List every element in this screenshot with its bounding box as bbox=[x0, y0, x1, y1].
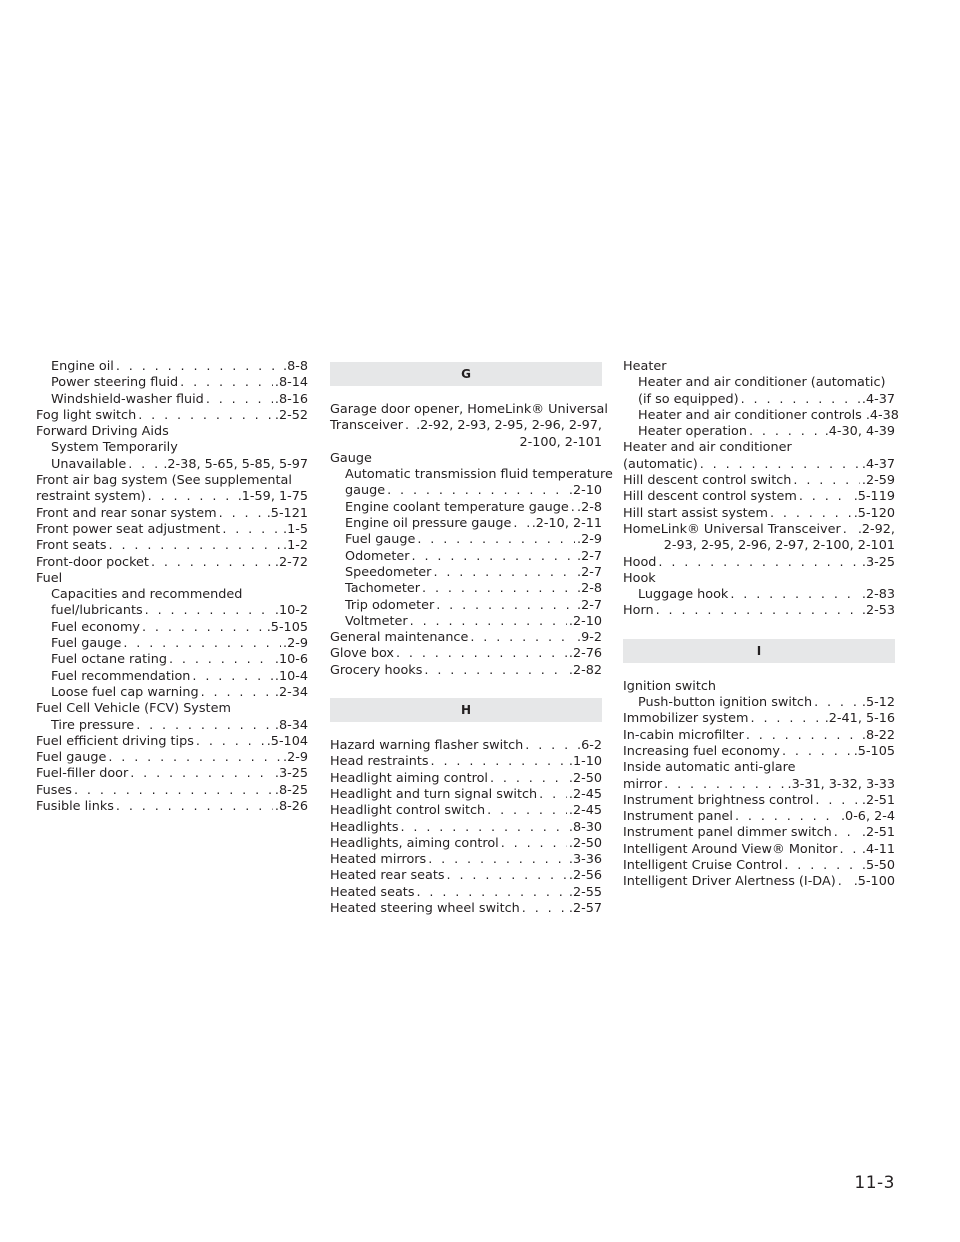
index-heading-fcv-system: Fuel Cell Vehicle (FCV) System bbox=[36, 701, 231, 717]
index-entry-homelink: HomeLink® Universal Transceiver . . . .2-92, bbox=[623, 522, 895, 538]
page-ref: .2-55 bbox=[568, 884, 602, 900]
index-entry-heated-steering: Heated steering wheel switch . . . .2-57 bbox=[330, 901, 602, 917]
index-entry-if-so-equipped: (if so equipped) . . . .4-37 bbox=[623, 392, 895, 408]
page-ref: .4-11 bbox=[861, 841, 895, 857]
page-ref: .2-41, 5-16 bbox=[824, 711, 895, 727]
index-entry-in-cabin: In-cabin microfilter . . . .8-22 bbox=[623, 728, 895, 744]
index-heading-hac-auto: Heater and air conditioner (automatic) bbox=[638, 375, 886, 391]
index-entry-glove-box: Glove box . . . .2-76 bbox=[330, 646, 602, 662]
index-entry-headlight-turn: Headlight and turn signal switch . . . .2-45 bbox=[330, 787, 602, 803]
index-entry-headlight-aiming-control: Headlight aiming control . . . .2-50 bbox=[330, 771, 602, 787]
page-ref: .8-16 bbox=[274, 391, 308, 407]
index-entry-hazard: Hazard warning flasher switch . . . .6-2 bbox=[330, 738, 602, 754]
index-entry-fuel-recommendation: Fuel recommendation . . . .10-4 bbox=[36, 669, 308, 685]
page-ref: .10-2 bbox=[274, 603, 308, 619]
index-entry-heater-operation: Heater operation . . . .4-30, 4-39 bbox=[623, 424, 895, 440]
index-heading-front-air-bag: Front air bag system (See supplemental bbox=[36, 473, 292, 489]
index-entry-tire-pressure: Tire pressure . . . .8-34 bbox=[36, 718, 308, 734]
index-entry-fog-light-switch: Fog light switch . . . .2-52 bbox=[36, 408, 308, 424]
page-ref: .2-7 bbox=[577, 564, 602, 580]
page-ref: .1-2 bbox=[283, 538, 308, 554]
index-entry-headlights-aiming: Headlights, aiming control . . . .2-50 bbox=[330, 836, 602, 852]
page-ref: .2-59 bbox=[861, 473, 895, 489]
page-ref: .2-76 bbox=[568, 646, 602, 662]
page-ref: .8-34 bbox=[274, 717, 308, 733]
index-heading-heater: Heater bbox=[623, 359, 667, 374]
page-ref: .2-50 bbox=[568, 835, 602, 851]
index-entry-engine-coolant: Engine coolant temperature gauge . . . .2-8 bbox=[330, 500, 602, 516]
index-entry-hill-descent-system: Hill descent control system . . . .5-119 bbox=[623, 489, 895, 505]
index-entry-hood: Hood . . . .3-25 bbox=[623, 555, 895, 571]
index-entry-around-view: Intelligent Around View® Monitor . . . .4-11 bbox=[623, 842, 895, 858]
page-ref: .5-50 bbox=[861, 858, 895, 874]
page-ref: .3-25 bbox=[861, 554, 895, 570]
page-ref: .8-22 bbox=[861, 727, 895, 743]
index-entry-tachometer: Tachometer . . . .2-8 bbox=[330, 581, 602, 597]
page-ref: .2-82 bbox=[568, 662, 602, 678]
page-ref: .2-8 bbox=[577, 499, 602, 515]
index-entry-voltmeter: Voltmeter . . . .2-10 bbox=[330, 614, 602, 630]
page-ref: .1-10 bbox=[568, 754, 602, 770]
index-heading-capacities: Capacities and recommended bbox=[51, 587, 243, 603]
index-entry-atf-gauge: gauge . . . .2-10 bbox=[330, 483, 602, 499]
page-ref: .2-10 bbox=[568, 483, 602, 499]
index-column-3 bbox=[623, 359, 899, 891]
index-entry-general-maintenance: General maintenance . . . .9-2 bbox=[330, 630, 602, 646]
page-ref: .2-92, 2-93, 2-95, 2-96, 2-97, bbox=[416, 418, 602, 434]
index-heading-hook: Hook bbox=[623, 570, 656, 586]
index-entry-fusible-links: Fusible links . . . .8-26 bbox=[36, 799, 308, 815]
page-ref: .5-120 bbox=[853, 505, 895, 521]
page-ref-continuation: 2-93, 2-95, 2-96, 2-97, 2-100, 2-101 bbox=[663, 538, 895, 554]
index-entry-fuses: Fuses . . . .8-25 bbox=[36, 783, 308, 799]
page-ref: .2-57 bbox=[568, 901, 602, 917]
index-heading-anti-glare: Inside automatic anti-glare bbox=[623, 760, 796, 776]
page-ref: .2-45 bbox=[568, 786, 602, 802]
page-ref: .2-50 bbox=[568, 770, 602, 786]
index-heading-gauge: Gauge bbox=[330, 450, 372, 466]
index-heading-forward-driving-aids: Forward Driving Aids bbox=[36, 424, 169, 440]
index-entry-driver-alertness: Intelligent Driver Alertness (I-DA) . . . .5-100 bbox=[623, 874, 895, 890]
page-ref: .5-104 bbox=[266, 733, 308, 749]
page-ref: .2-9 bbox=[283, 636, 308, 652]
index-entry-hac-controls: Heater and air conditioner controls .4-38 bbox=[638, 407, 899, 423]
index-entry-horn: Horn . . . .2-53 bbox=[623, 603, 895, 619]
index-entry-restraint-system: restraint system) . . . .1-59, 1-75 bbox=[36, 489, 308, 505]
index-heading-atf: Automatic transmission fluid temperature bbox=[345, 467, 613, 483]
index-entry-grocery-hooks: Grocery hooks . . . .2-82 bbox=[330, 663, 602, 679]
page-ref: .4-37 bbox=[861, 391, 895, 407]
page-ref: .9-2 bbox=[577, 630, 602, 646]
page-ref: .0-6, 2-4 bbox=[840, 809, 895, 825]
page-ref: .2-8 bbox=[577, 581, 602, 597]
section-header-h: H bbox=[330, 698, 602, 722]
page-ref: .3-36 bbox=[568, 852, 602, 868]
index-heading-ignition-switch: Ignition switch bbox=[623, 678, 716, 694]
index-entry-increasing-fuel: Increasing fuel economy . . . .5-105 bbox=[623, 744, 895, 760]
page-ref: .8-14 bbox=[274, 375, 308, 391]
index-entry-instrument-panel: Instrument panel . . . .0-6, 2-4 bbox=[623, 809, 895, 825]
index-entry-speedometer: Speedometer . . . .2-7 bbox=[330, 565, 602, 581]
page-ref: .2-72 bbox=[274, 554, 308, 570]
page-ref: .5-119 bbox=[853, 489, 895, 505]
page-ref: .4-38 bbox=[865, 407, 899, 423]
page-ref: .4-30, 4-39 bbox=[824, 424, 895, 440]
index-entry-mirror: mirror . . . .3-31, 3-32, 3-33 bbox=[623, 777, 895, 793]
section-header-g: G bbox=[330, 362, 602, 386]
page-ref: .1-5 bbox=[283, 521, 308, 537]
index-entry-power-steering-fluid: Power steering fluid . . . .8-14 bbox=[36, 375, 308, 391]
page-ref: .2-56 bbox=[568, 868, 602, 884]
index-entry-fuel-economy: Fuel economy . . . .5-105 bbox=[36, 620, 308, 636]
index-heading-garage-door-opener: Garage door opener, HomeLink® Universal bbox=[330, 402, 608, 417]
index-entry-windshield-washer-fluid: Windshield-washer fluid . . . .8-16 bbox=[36, 392, 308, 408]
index-entry-fuel-gauge-sub: Fuel gauge . . . .2-9 bbox=[36, 636, 308, 652]
index-entry-headlight-control: Headlight control switch . . . .2-45 bbox=[330, 803, 602, 819]
index-entry-luggage-hook: Luggage hook . . . .2-83 bbox=[623, 587, 895, 603]
page-ref: .2-10 bbox=[568, 613, 602, 629]
index-heading-hac-automatic: Heater and air conditioner bbox=[623, 440, 792, 456]
index-entry-instrument-dimmer: Instrument panel dimmer switch . . . .2-51 bbox=[623, 825, 895, 841]
index-entry-instrument-brightness: Instrument brightness control . . . .2-51 bbox=[623, 793, 895, 809]
index-entry-fuel-gauge-g: Fuel gauge . . . .2-9 bbox=[330, 532, 602, 548]
page-ref: .2-9 bbox=[283, 750, 308, 766]
index-entry-heated-seats: Heated seats . . . .2-55 bbox=[330, 885, 602, 901]
page-ref: .2-7 bbox=[577, 548, 602, 564]
page-ref: .8-8 bbox=[283, 359, 308, 374]
page-ref: .5-100 bbox=[853, 874, 895, 890]
index-entry-front-seats: Front seats . . . .1-2 bbox=[36, 538, 308, 554]
page-ref: .10-6 bbox=[274, 652, 308, 668]
index-entry-hill-start: Hill start assist system . . . .5-120 bbox=[623, 506, 895, 522]
index-entry-engine-oil: Engine oil . . . .8-8 bbox=[36, 359, 308, 375]
page-ref: .10-4 bbox=[274, 668, 308, 684]
page-ref: .8-26 bbox=[274, 799, 308, 815]
page-ref: .5-121 bbox=[266, 505, 308, 521]
page-ref: .2-51 bbox=[861, 825, 895, 841]
index-heading-fuel: Fuel bbox=[36, 570, 63, 586]
page-ref: .2-51 bbox=[861, 792, 895, 808]
page-ref: .5-12 bbox=[861, 695, 895, 711]
page-ref: .4-37 bbox=[861, 456, 895, 472]
page-ref: .2-9 bbox=[577, 532, 602, 548]
index-entry-fuel-gauge: Fuel gauge . . . .2-9 bbox=[36, 750, 308, 766]
index-entry-push-button: Push-button ignition switch . . . .5-12 bbox=[623, 695, 895, 711]
index-entry-immobilizer: Immobilizer system . . . .2-41, 5-16 bbox=[623, 711, 895, 727]
index-entry-trip-odometer: Trip odometer . . . .2-7 bbox=[330, 598, 602, 614]
page-ref: .6-2 bbox=[577, 738, 602, 754]
index-entry-odometer: Odometer . . . .2-7 bbox=[330, 549, 602, 565]
index-entry-unavailable: Unavailable . . . .2-38, 5-65, 5-85, 5-97 bbox=[36, 457, 308, 473]
page-ref: .1-59, 1-75 bbox=[237, 489, 308, 505]
index-entry-fuel-efficient: Fuel efficient driving tips . . . .5-104 bbox=[36, 734, 308, 750]
page-ref: .2-92, bbox=[857, 521, 895, 537]
index-entry-transceiver: Transceiver . . . .2-92, 2-93, 2-95, 2-96, 2-97, bbox=[330, 418, 602, 434]
index-entry-engine-oil-pressure: Engine oil pressure gauge . . . .2-10, 2-11 bbox=[330, 516, 602, 532]
section-header-i: I bbox=[623, 639, 895, 663]
page-ref: .2-53 bbox=[861, 603, 895, 619]
page-ref: .2-10, 2-11 bbox=[531, 516, 602, 532]
index-entry-automatic: (automatic) . . . .4-37 bbox=[623, 457, 895, 473]
page-ref: .8-30 bbox=[568, 819, 602, 835]
index-entry-headlights: Headlights . . . .8-30 bbox=[330, 820, 602, 836]
index-entry-fuel-octane: Fuel octane rating . . . .10-6 bbox=[36, 652, 308, 668]
index-entry-fuel-lubricants: fuel/lubricants . . . .10-2 bbox=[36, 603, 308, 619]
page-ref: .2-34 bbox=[274, 684, 308, 700]
page-ref: .5-105 bbox=[853, 743, 895, 759]
page-ref: .8-25 bbox=[274, 782, 308, 798]
page-ref: .2-38, 5-65, 5-85, 5-97 bbox=[163, 456, 308, 472]
page-ref: .2-52 bbox=[274, 407, 308, 423]
index-entry-cruise-control: Intelligent Cruise Control . . . .5-50 bbox=[623, 858, 895, 874]
index-heading-system-temporarily: System Temporarily bbox=[51, 440, 178, 456]
index-entry-hill-descent-switch: Hill descent control switch . . . .2-59 bbox=[623, 473, 895, 489]
index-entry-heated-rear-seats: Heated rear seats . . . .2-56 bbox=[330, 868, 602, 884]
page-ref: .3-31, 3-32, 3-33 bbox=[787, 776, 895, 792]
page-number: 11-3 bbox=[854, 1173, 895, 1193]
page-ref: .2-83 bbox=[861, 587, 895, 603]
page-ref: .5-105 bbox=[266, 619, 308, 635]
index-column-1 bbox=[36, 359, 308, 815]
page-ref: .2-45 bbox=[568, 803, 602, 819]
index-entry-heated-mirrors: Heated mirrors . . . .3-36 bbox=[330, 852, 602, 868]
index-entry-head-restraints: Head restraints . . . .1-10 bbox=[330, 754, 602, 770]
index-entry-fuel-filler: Fuel-filler door . . . .3-25 bbox=[36, 766, 308, 782]
index-column-2 bbox=[330, 359, 613, 917]
index-entry-front-door-pocket: Front-door pocket . . . .2-72 bbox=[36, 555, 308, 571]
index-entry-front-rear-sonar: Front and rear sonar system . . . .5-121 bbox=[36, 506, 308, 522]
index-entry-loose-fuel-cap: Loose fuel cap warning . . . .2-34 bbox=[36, 685, 308, 701]
page-ref: .2-7 bbox=[577, 597, 602, 613]
page-ref: .3-25 bbox=[274, 766, 308, 782]
page-ref-continuation: 2-100, 2-101 bbox=[519, 434, 602, 450]
index-entry-front-power-seat: Front power seat adjustment . . . .1-5 bbox=[36, 522, 308, 538]
